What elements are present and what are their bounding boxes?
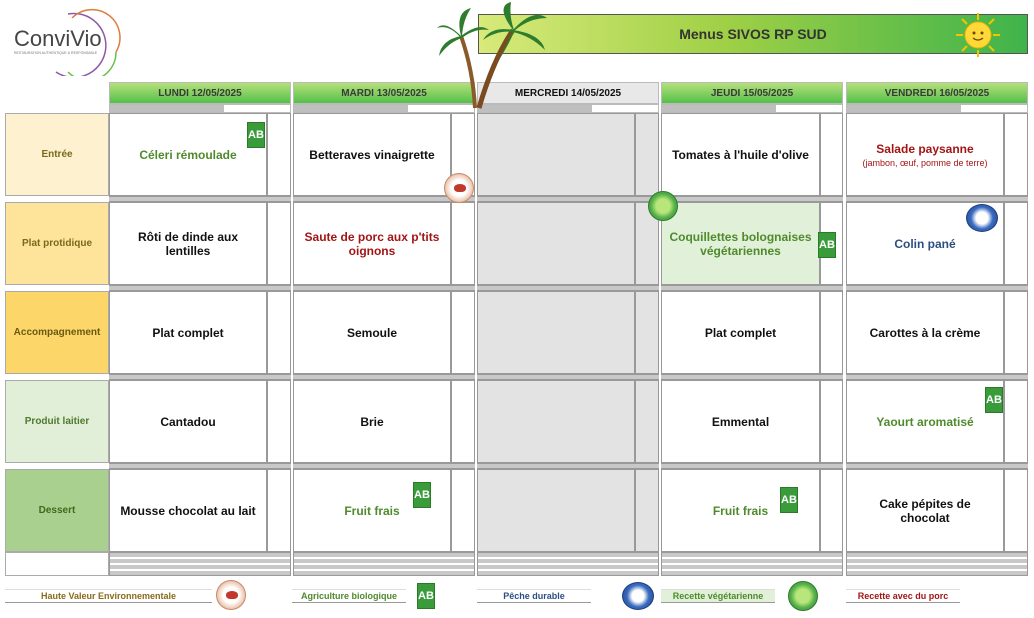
dish-name: Rôti de dinde aux lentilles [137,229,238,258]
menu-cell-wednesday-laitier [477,380,635,463]
legend-hve-icon [216,580,246,610]
dish-name: Fruit frais [344,503,400,518]
subheader-strip [109,104,291,113]
legend-vegetarian: Recette végétarienne [661,589,775,603]
category-accompagnement: Accompagnement [5,291,109,374]
cell-side [451,469,475,552]
ab-label: AB [819,238,835,251]
cell-side [267,202,291,285]
category-empty [5,552,109,576]
menu-cell-wednesday-entree [477,113,635,196]
legend-vegetarian-icon [788,581,818,611]
day-header-tuesday: MARDI 13/05/2025 [293,82,475,104]
dish-name: Tomates à l'huile d'olive [672,147,809,162]
menu-cell-thursday-accompagnement [661,291,820,374]
cell-side [635,113,659,196]
dish-name: Betteraves vinaigrette [309,147,435,162]
legend-organic-icon [417,583,435,609]
cell-side [267,291,291,374]
menu-cell-friday-entree [846,113,1004,196]
footer-stripes [661,552,843,576]
ab-label: AB [414,488,430,501]
menu-cell-tuesday-laitier [293,380,451,463]
dish-note: (jambon, œuf, pomme de terre) [862,157,988,168]
cell-side [1004,202,1028,285]
cell-side [820,113,843,196]
dish-name: Colin pané [894,236,956,251]
cell-side [451,291,475,374]
cell-side [820,380,843,463]
cell-side [1004,113,1028,196]
menu-cell-thursday-entree [661,113,820,196]
cell-side [635,291,659,374]
footer-stripes [846,552,1028,576]
menu-cell-thursday-laitier [661,380,820,463]
cell-side [820,291,843,374]
category-laitier: Produit laitier [5,380,109,463]
legend-organic: Agriculture biologique [292,589,406,603]
cell-side [635,469,659,552]
convivio-logo [8,6,128,76]
legend-fishing: Pêche durable [477,589,591,603]
cell-side [1004,291,1028,374]
cell-side [451,380,475,463]
menu-cell-thursday-plat [661,202,820,285]
legend-hve: Haute Valeur Environnementale [5,589,212,603]
hve-icon [444,173,474,203]
organic-ab-icon [413,482,431,508]
menu-cell-tuesday-plat [293,202,451,285]
menu-cell-tuesday-entree [293,113,451,196]
category-dessert: Dessert [5,469,109,552]
organic-ab-icon [247,122,265,148]
cell-side [820,469,843,552]
palm-tree-icon [435,0,550,110]
day-header-friday: VENDREDI 16/05/2025 [846,82,1028,104]
cell-side [451,202,475,285]
dish-name: Mousse chocolat au lait [120,503,256,518]
day-header-wednesday: MERCREDI 14/05/2025 [477,82,659,104]
ab-label: AB [248,128,264,141]
organic-ab-icon [985,387,1003,413]
menu-cell-tuesday-accompagnement [293,291,451,374]
dish-name: Cake pépites de chocolat [879,496,971,525]
footer-stripes [109,552,291,576]
cell-side [267,113,291,196]
dish-name: Emmental [711,414,770,429]
footer-stripes [477,552,659,576]
sun-icon [955,12,1001,58]
dish-name: Semoule [346,325,397,340]
vegetarian-icon [648,191,678,221]
dish-name: Carottes à la crème [869,325,981,340]
menu-cell-friday-laitier [846,380,1004,463]
subheader-strip [846,104,1028,113]
category-entree: Entrée [5,113,109,196]
menu-cell-wednesday-dessert [477,469,635,552]
cell-side [267,380,291,463]
dish-name: Saute de porc aux p'tits oignons [304,229,440,258]
day-header-monday: LUNDI 12/05/2025 [109,82,291,104]
menu-cell-monday-laitier [109,380,267,463]
dish-name: Yaourt aromatisé [876,414,974,429]
dish-name: Salade paysanne [876,141,974,156]
menu-cell-monday-entree [109,113,267,196]
menu-cell-monday-accompagnement [109,291,267,374]
dish-name: Plat complet [704,325,777,340]
sustainable-fishing-icon [966,204,998,232]
category-plat: Plat protidique [5,202,109,285]
menu-cell-wednesday-accompagnement [477,291,635,374]
legend-pork: Recette avec du porc [846,589,960,603]
cell-side [635,380,659,463]
organic-ab-icon [818,232,836,258]
menu-cell-wednesday-plat [477,202,635,285]
day-header-thursday: JEUDI 15/05/2025 [661,82,843,104]
dish-name: Fruit frais [712,503,769,518]
dish-name: Coquillettes bolognaises végétariennes [669,229,812,258]
dish-name: Plat complet [152,325,224,340]
dish-name: Cantadou [160,414,216,429]
brand-name: ConviVio [14,26,102,51]
dish-name: Brie [360,414,384,429]
menu-cell-monday-dessert [109,469,267,552]
menu-cell-friday-dessert [846,469,1004,552]
menu-cell-friday-accompagnement [846,291,1004,374]
footer-stripes [293,552,475,576]
cell-side [1004,380,1028,463]
menu-title-bar [478,14,1028,54]
dish-name: Céleri rémoulade [139,147,237,162]
ab-label: AB [986,393,1002,406]
legend-fishing-icon [622,582,654,610]
organic-ab-icon [780,487,798,513]
cell-side [1004,469,1028,552]
ab-label: AB [781,493,797,506]
ab-label: AB [418,589,434,602]
brand-tagline: RESTAURATION AUTHENTIQUE & RESPONSABLE [14,51,98,55]
cell-side [267,469,291,552]
page-title: Menus SIVOS RP SUD [679,26,827,42]
subheader-strip [661,104,843,113]
menu-cell-monday-plat [109,202,267,285]
